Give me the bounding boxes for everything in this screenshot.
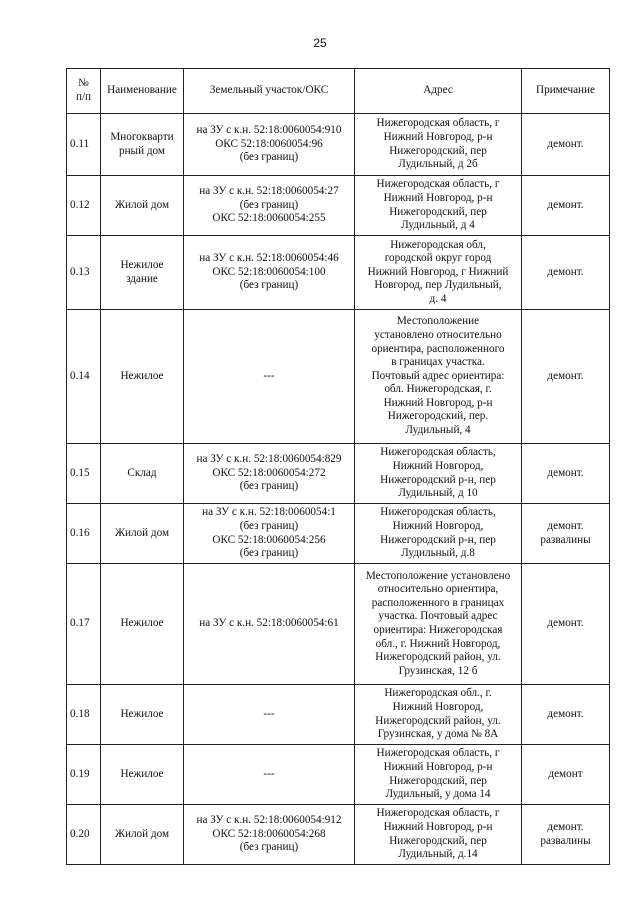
cell-address-line: Новгород, пер Лудильный, bbox=[374, 279, 502, 292]
cell-address-line: Нижегородская обл, bbox=[390, 238, 486, 251]
cell-address-line: Нижегородская область, г bbox=[376, 178, 500, 191]
cell-address-line: Нижегородский р-н, пер bbox=[380, 473, 496, 486]
table-row bbox=[67, 504, 610, 564]
cell-address-line: Лудильный, д 4 bbox=[401, 219, 475, 232]
cell-name-line: Нежилое bbox=[120, 617, 164, 630]
cell-plot bbox=[184, 176, 355, 236]
cell-plot bbox=[184, 504, 355, 564]
cell-address-line: в границах участка. bbox=[391, 356, 485, 369]
objects-table bbox=[66, 68, 610, 865]
cell-address-line: Местоположение установлено bbox=[365, 569, 511, 582]
cell-address bbox=[355, 564, 522, 685]
cell-address-line: ориентира: Нижегородская bbox=[373, 624, 503, 636]
cell-address-line: Нижегородский район, ул. bbox=[375, 714, 501, 727]
table-row bbox=[67, 444, 610, 504]
cell-address-line: Нижний Новгород, р-н bbox=[383, 396, 493, 409]
cell-note-line: демонт. bbox=[547, 617, 584, 630]
cell-address-line: Нижний Новгород, р-н bbox=[383, 820, 493, 833]
cell-address-line: городской округ город bbox=[384, 252, 492, 265]
cell-address bbox=[355, 685, 522, 745]
table-row bbox=[67, 236, 610, 310]
cell-name bbox=[101, 685, 184, 745]
cell-note bbox=[522, 685, 610, 745]
cell-name bbox=[101, 310, 184, 444]
cell-name-line: Склад bbox=[127, 466, 157, 479]
cell-plot-line: --- bbox=[263, 369, 275, 382]
cell-name bbox=[101, 504, 184, 564]
cell-name-line: Нежилое bbox=[120, 767, 164, 780]
table-row bbox=[67, 114, 610, 176]
cell-name bbox=[101, 176, 184, 236]
cell-note-line: демонт. bbox=[547, 820, 584, 833]
cell-address-line: относительно ориентира, bbox=[377, 583, 499, 596]
cell-note-line: демонт. bbox=[547, 137, 584, 150]
cell-plot-line: ОКС 52:18:0060054:256 bbox=[212, 533, 326, 546]
cell-note bbox=[522, 310, 610, 444]
table-row bbox=[67, 176, 610, 236]
cell-note-line: демонт. bbox=[547, 519, 584, 532]
cell-address-line: Лудильный, у дома 14 bbox=[385, 788, 491, 801]
header-note: Примечание bbox=[522, 69, 610, 114]
header-name: Наименование bbox=[101, 69, 184, 114]
cell-address-line: Нижний Новгород, bbox=[392, 700, 484, 713]
cell-note-line: демонт bbox=[548, 767, 583, 780]
cell-address-line: Нижегородская область, г bbox=[376, 807, 500, 820]
cell-plot-line: (без границ) bbox=[239, 519, 299, 532]
cell-address-line: участка. Почтовый адрес bbox=[378, 610, 498, 623]
cell-address bbox=[355, 444, 522, 504]
cell-name bbox=[101, 236, 184, 310]
cell-address-line: Нижегородский, пер bbox=[389, 144, 487, 157]
cell-address-line: Нижегородский, пер bbox=[389, 834, 487, 847]
cell-address-line: Лудильный, 4 bbox=[405, 424, 471, 437]
cell-name-line: Многокварти bbox=[110, 130, 174, 143]
cell-address-line: д. 4 bbox=[429, 292, 447, 305]
cell-address-line: Нижний Новгород, г Нижний bbox=[367, 265, 509, 278]
cell-name-line: рный дом bbox=[118, 144, 166, 157]
cell-plot-line: --- bbox=[263, 767, 275, 780]
cell-address bbox=[355, 114, 522, 176]
cell-plot-line: на ЗУ с к.н. 52:18:0060054:46 bbox=[199, 252, 339, 265]
cell-num: 0.14 bbox=[67, 310, 101, 444]
cell-num: 0.15 bbox=[67, 444, 101, 504]
header-num-line: № bbox=[78, 77, 89, 90]
cell-name-line: Нежилое bbox=[120, 258, 164, 271]
cell-plot-line: (без границ) bbox=[239, 151, 299, 164]
cell-note-line: демонт. bbox=[547, 707, 584, 720]
cell-name-line: Нежилое bbox=[120, 707, 164, 720]
cell-address-line: Нижегородская область, bbox=[380, 446, 496, 459]
cell-plot-line: на ЗУ с к.н. 52:18:0060054:1 bbox=[202, 506, 336, 519]
cell-name-line: Жилой дом bbox=[114, 198, 170, 211]
cell-num: 0.13 bbox=[67, 236, 101, 310]
cell-name bbox=[101, 444, 184, 504]
cell-plot bbox=[184, 310, 355, 444]
cell-plot-line: (без границ) bbox=[239, 279, 299, 292]
cell-plot-line: на ЗУ с к.н. 52:18:0060054:912 bbox=[196, 814, 342, 827]
cell-address-line: Нижегородский, пер bbox=[389, 205, 487, 218]
cell-name-line: Жилой дом bbox=[114, 526, 170, 539]
cell-name bbox=[101, 114, 184, 176]
cell-note bbox=[522, 444, 610, 504]
cell-address bbox=[355, 745, 522, 805]
cell-note bbox=[522, 114, 610, 176]
cell-address-line: Нижний Новгород, р-н bbox=[383, 130, 493, 143]
cell-plot-line: (без границ) bbox=[239, 547, 299, 560]
cell-plot-line: ОКС 52:18:0060054:100 bbox=[212, 265, 326, 278]
cell-address-line: расположенного в границах bbox=[371, 596, 505, 609]
cell-plot-line: на ЗУ с к.н. 52:18:0060054:27 bbox=[199, 185, 339, 198]
cell-name bbox=[101, 805, 184, 865]
cell-note-line: демонт. bbox=[547, 198, 584, 211]
cell-address-line: Нижегородский, пер bbox=[389, 774, 487, 787]
page-number: 25 bbox=[313, 36, 327, 50]
cell-plot-line: на ЗУ с к.н. 52:18:0060054:61 bbox=[199, 617, 339, 630]
cell-plot-line: (без границ) bbox=[239, 841, 299, 854]
cell-plot bbox=[184, 685, 355, 745]
cell-note bbox=[522, 745, 610, 805]
cell-plot bbox=[184, 564, 355, 685]
cell-address-line: Нижегородский р-н, пер bbox=[380, 533, 496, 546]
cell-note-line: демонт. bbox=[547, 265, 584, 278]
cell-num: 0.20 bbox=[67, 805, 101, 865]
cell-num: 0.18 bbox=[67, 685, 101, 745]
cell-note bbox=[522, 805, 610, 865]
cell-note bbox=[522, 236, 610, 310]
table-row bbox=[67, 310, 610, 444]
cell-address-line: Почтовый адрес ориентира: bbox=[371, 369, 505, 382]
header-address: Адрес bbox=[355, 69, 522, 114]
cell-plot-line: ОКС 52:18:0060054:96 bbox=[215, 137, 323, 150]
table-body bbox=[67, 114, 610, 865]
cell-address-line: Нижегородская обл., г. bbox=[384, 687, 492, 700]
cell-address bbox=[355, 176, 522, 236]
cell-plot-line: ОКС 52:18:0060054:268 bbox=[212, 827, 326, 840]
table-row bbox=[67, 805, 610, 865]
table-header-row bbox=[67, 69, 610, 114]
cell-address-line: Нижний Новгород, р-н bbox=[383, 760, 493, 773]
cell-address-line: Нижегородская область, bbox=[380, 506, 496, 519]
cell-plot-line: на ЗУ с к.н. 52:18:0060054:829 bbox=[196, 453, 342, 466]
cell-address-line: Нижегородский, пер. bbox=[387, 410, 489, 423]
cell-address-line: Лудильный, д 2б bbox=[398, 158, 478, 171]
cell-plot-line: (без границ) bbox=[239, 198, 299, 211]
table-row bbox=[67, 564, 610, 685]
cell-note bbox=[522, 564, 610, 685]
cell-note-line: развалины bbox=[540, 533, 591, 546]
table-row bbox=[67, 745, 610, 805]
cell-address bbox=[355, 805, 522, 865]
cell-address-line: Нижний Новгород, bbox=[392, 519, 484, 532]
cell-plot-line: --- bbox=[263, 707, 275, 720]
cell-address-line: Местоположение bbox=[396, 315, 480, 328]
cell-address-line: Лудильный, д.8 bbox=[401, 547, 475, 560]
cell-plot-line: на ЗУ с к.н. 52:18:0060054:910 bbox=[196, 124, 342, 137]
cell-address-line: Лудильный, д 10 bbox=[398, 487, 478, 500]
cell-name bbox=[101, 564, 184, 685]
cell-plot-line: (без границ) bbox=[239, 480, 299, 493]
cell-address-line: Нижегородская область, г bbox=[376, 747, 500, 760]
cell-name-line: здание bbox=[126, 272, 158, 285]
cell-address bbox=[355, 310, 522, 444]
cell-plot-line: ОКС 52:18:0060054:255 bbox=[212, 212, 326, 225]
cell-address-line: Нижний Новгород, р-н bbox=[383, 191, 493, 204]
cell-num: 0.19 bbox=[67, 745, 101, 805]
cell-note bbox=[522, 176, 610, 236]
cell-note-line: демонт. bbox=[547, 466, 584, 479]
cell-address-line: обл., г. Нижний Новгород, bbox=[375, 637, 501, 650]
cell-note-line: демонт. bbox=[547, 369, 584, 382]
header-plot: Земельный участок/ОКС bbox=[184, 69, 355, 114]
cell-address-line: Нижегородская область, г bbox=[376, 117, 500, 130]
cell-num: 0.16 bbox=[67, 504, 101, 564]
cell-plot-line: ОКС 52:18:0060054:272 bbox=[212, 466, 326, 479]
cell-plot bbox=[184, 805, 355, 865]
cell-address bbox=[355, 504, 522, 564]
cell-num: 0.12 bbox=[67, 176, 101, 236]
cell-name-line: Жилой дом bbox=[114, 827, 170, 840]
cell-address-line: Нижегородский район, ул. bbox=[375, 651, 501, 664]
table-row bbox=[67, 685, 610, 745]
cell-address-line: Лудильный, д.14 bbox=[398, 848, 478, 861]
cell-plot bbox=[184, 236, 355, 310]
cell-address-line: обл. Нижегородская, г. bbox=[384, 383, 492, 396]
cell-address bbox=[355, 236, 522, 310]
cell-address-line: Нижний Новгород, bbox=[392, 459, 484, 472]
cell-num: 0.17 bbox=[67, 564, 101, 685]
cell-address-line: ориентира, расположенного bbox=[371, 342, 505, 355]
cell-address-line: Грузинская, у дома № 8А bbox=[377, 728, 499, 741]
header-num bbox=[67, 69, 101, 114]
cell-plot bbox=[184, 745, 355, 805]
cell-plot bbox=[184, 114, 355, 176]
cell-num: 0.11 bbox=[67, 114, 101, 176]
cell-note-line: развалины bbox=[540, 834, 591, 847]
cell-note bbox=[522, 504, 610, 564]
header-num-line: п/п bbox=[75, 91, 92, 103]
cell-name bbox=[101, 745, 184, 805]
cell-address-line: установлено относительно bbox=[374, 328, 502, 341]
cell-plot bbox=[184, 444, 355, 504]
cell-name-line: Нежилое bbox=[120, 369, 164, 382]
cell-address-line: Грузинская, 12 б bbox=[398, 664, 478, 677]
